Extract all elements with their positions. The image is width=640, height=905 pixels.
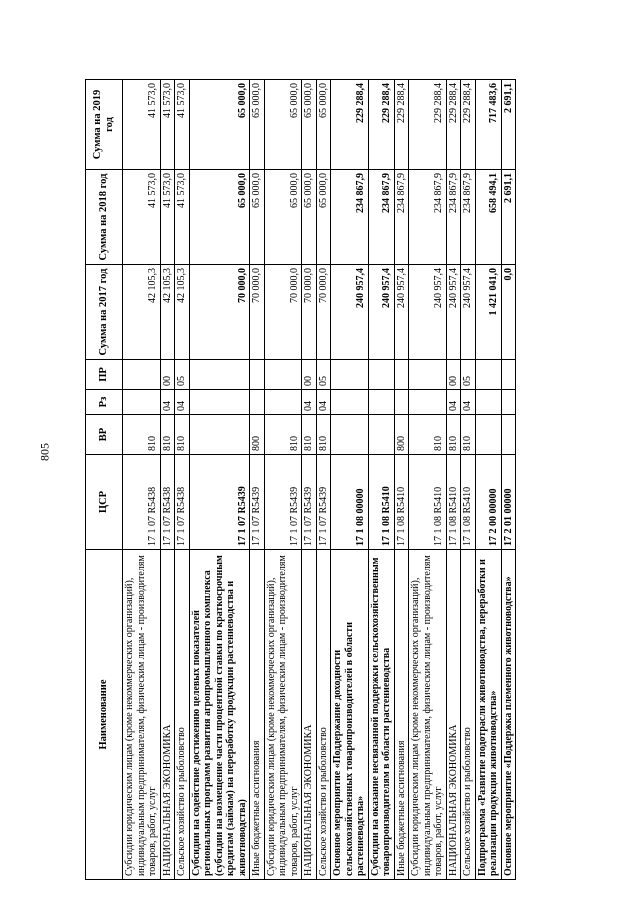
- cell-pr: 05: [461, 360, 476, 390]
- cell-2018: 65 000,0: [264, 170, 302, 265]
- cell-vr: 810: [446, 415, 461, 455]
- table-row: [368, 80, 394, 880]
- cell-name: Субсидии юридическим лицам (кроме некоммерческих организаций), индивидуальным предпринимателям, физическим лицам - производителям товаров, работ, услуг: [123, 550, 161, 880]
- cell-2019: 229 288,4: [461, 80, 476, 170]
- cell-rz: [123, 390, 161, 415]
- cell-pr: [475, 360, 501, 390]
- table-row: [250, 80, 265, 880]
- cell-name: НАЦИОНАЛЬНАЯ ЭКОНОМИКА: [160, 550, 175, 880]
- cell-2019: 65 000,0: [189, 80, 250, 170]
- cell-name: Субсидии на оказание несвязанной поддержки сельскохозяйственным товаропроизводителям в области растениеводства: [368, 550, 394, 880]
- cell-2017: 70 000,0: [250, 265, 265, 360]
- cell-pr: [189, 360, 250, 390]
- cell-pr: [264, 360, 302, 390]
- cell-rz: 04: [461, 390, 476, 415]
- cell-name: Сельское хозяйство и рыболовство: [461, 550, 476, 880]
- table-row: [461, 80, 476, 880]
- cell-2018: 234 867,9: [331, 170, 369, 265]
- cell-pr: [368, 360, 394, 390]
- cell-rz: [475, 390, 501, 415]
- cell-2017: 70 000,0: [302, 265, 317, 360]
- cell-csr: 17 1 08 00000: [331, 455, 369, 550]
- cell-vr: 810: [302, 415, 317, 455]
- table-header-row: [86, 80, 123, 880]
- header-2019: Сумма на 2019 год: [86, 80, 123, 170]
- cell-2017: 240 957,4: [446, 265, 461, 360]
- cell-vr: [189, 415, 250, 455]
- cell-csr: 17 1 08 R5410: [368, 455, 394, 550]
- table-row: [394, 80, 409, 880]
- cell-2018: 65 000,0: [189, 170, 250, 265]
- cell-2018: 234 867,9: [394, 170, 409, 265]
- cell-csr: 17 1 07 R5439: [264, 455, 302, 550]
- cell-2018: 65 000,0: [316, 170, 331, 265]
- table-row: [475, 80, 501, 880]
- table-row: [331, 80, 369, 880]
- cell-2017: 240 957,4: [461, 265, 476, 360]
- cell-2018: 234 867,9: [461, 170, 476, 265]
- header-pr: ПР: [86, 360, 123, 390]
- cell-csr: 17 1 08 R5410: [394, 455, 409, 550]
- cell-rz: [368, 390, 394, 415]
- cell-csr: 17 1 07 R5439: [316, 455, 331, 550]
- cell-csr: 17 1 07 R5438: [123, 455, 161, 550]
- cell-2017: 70 000,0: [189, 265, 250, 360]
- cell-pr: [123, 360, 161, 390]
- table-row: [175, 80, 190, 880]
- cell-name: Сельское хозяйство и рыболовство: [316, 550, 331, 880]
- cell-rz: [250, 390, 265, 415]
- table-row: [446, 80, 461, 880]
- cell-2019: 229 288,4: [409, 80, 447, 170]
- rotated-page-content: [85, 80, 605, 880]
- cell-2017: 42 105,3: [160, 265, 175, 360]
- cell-vr: 800: [394, 415, 409, 455]
- header-rz: Рз: [86, 390, 123, 415]
- cell-vr: 810: [461, 415, 476, 455]
- cell-pr: 00: [446, 360, 461, 390]
- cell-vr: 810: [160, 415, 175, 455]
- cell-2018: 658 494,1: [475, 170, 501, 265]
- cell-2017: 240 957,4: [409, 265, 447, 360]
- cell-pr: 00: [302, 360, 317, 390]
- cell-name: Субсидии на содействие достижению целевых показателей региональных программ развития агропромышленного комплекса (субсидии на возмещение части процентной ставки по краткосрочным кредитам (займам) на переработку продукции растениеводства и животноводства): [189, 550, 250, 880]
- cell-name: Основное мероприятие «Поддержка племенного животноводства»: [501, 550, 516, 880]
- header-2017: Сумма на 2017 год: [86, 265, 123, 360]
- cell-vr: 810: [175, 415, 190, 455]
- cell-name: Субсидии юридическим лицам (кроме некоммерческих организаций), индивидуальным предпринимателям, физическим лицам - производителям товаров, работ, услуг: [264, 550, 302, 880]
- cell-pr: [394, 360, 409, 390]
- cell-rz: 04: [316, 390, 331, 415]
- cell-2019: 229 288,4: [446, 80, 461, 170]
- cell-pr: [409, 360, 447, 390]
- cell-2018: 234 867,9: [446, 170, 461, 265]
- cell-pr: 00: [160, 360, 175, 390]
- cell-2019: 65 000,0: [316, 80, 331, 170]
- header-name: Наименование: [86, 550, 123, 880]
- cell-csr: 17 1 07 R5439: [302, 455, 317, 550]
- cell-2019: 41 573,0: [175, 80, 190, 170]
- cell-vr: 810: [264, 415, 302, 455]
- table-row: [316, 80, 331, 880]
- cell-csr: 17 1 07 R5439: [250, 455, 265, 550]
- cell-csr: 17 2 00 00000: [475, 455, 501, 550]
- cell-rz: 04: [302, 390, 317, 415]
- table-row: [302, 80, 317, 880]
- cell-name: Иные бюджетные ассигнования: [250, 550, 265, 880]
- cell-vr: 810: [123, 415, 161, 455]
- page-number: 805: [37, 443, 52, 461]
- cell-pr: 05: [316, 360, 331, 390]
- cell-rz: 04: [446, 390, 461, 415]
- cell-2018: 234 867,9: [368, 170, 394, 265]
- cell-2019: 65 000,0: [264, 80, 302, 170]
- cell-name: Подпрограмма «Развитие подотрасли животноводства, переработки и реализации продукции животноводства»: [475, 550, 501, 880]
- cell-pr: [331, 360, 369, 390]
- cell-2018: 65 000,0: [302, 170, 317, 265]
- cell-csr: 17 1 07 R5438: [175, 455, 190, 550]
- table-row: [189, 80, 250, 880]
- cell-2017: 42 105,3: [123, 265, 161, 360]
- cell-2018: 41 573,0: [123, 170, 161, 265]
- cell-vr: [368, 415, 394, 455]
- cell-2017: 0,0: [501, 265, 516, 360]
- cell-2019: 2 691,1: [501, 80, 516, 170]
- cell-vr: [331, 415, 369, 455]
- cell-2018: 41 573,0: [160, 170, 175, 265]
- cell-pr: [250, 360, 265, 390]
- cell-2019: 229 288,4: [368, 80, 394, 170]
- cell-pr: 05: [175, 360, 190, 390]
- cell-2017: 70 000,0: [264, 265, 302, 360]
- cell-name: НАЦИОНАЛЬНАЯ ЭКОНОМИКА: [302, 550, 317, 880]
- cell-2019: 65 000,0: [302, 80, 317, 170]
- cell-vr: [501, 415, 516, 455]
- cell-2017: 240 957,4: [331, 265, 369, 360]
- cell-2019: 717 483,6: [475, 80, 501, 170]
- cell-csr: 17 1 07 R5438: [160, 455, 175, 550]
- cell-csr: 17 1 08 R5410: [446, 455, 461, 550]
- cell-name: Сельское хозяйство и рыболовство: [175, 550, 190, 880]
- cell-rz: [501, 390, 516, 415]
- cell-csr: 17 1 08 R5410: [461, 455, 476, 550]
- cell-rz: [189, 390, 250, 415]
- cell-vr: 810: [316, 415, 331, 455]
- cell-2019: 229 288,4: [394, 80, 409, 170]
- cell-name: Основное мероприятие «Поддержание доходности сельскохозяйственных товаропроизводителей в области растениеводства»: [331, 550, 369, 880]
- cell-name: НАЦИОНАЛЬНАЯ ЭКОНОМИКА: [446, 550, 461, 880]
- table-row: [123, 80, 161, 880]
- cell-rz: [264, 390, 302, 415]
- table-row: [501, 80, 516, 880]
- cell-2018: 2 691,1: [501, 170, 516, 265]
- cell-2017: 42 105,3: [175, 265, 190, 360]
- cell-2018: 234 867,9: [409, 170, 447, 265]
- cell-2017: 1 421 041,0: [475, 265, 501, 360]
- header-vr: ВР: [86, 415, 123, 455]
- cell-2019: 41 573,0: [160, 80, 175, 170]
- cell-rz: [409, 390, 447, 415]
- table-row: [264, 80, 302, 880]
- cell-pr: [501, 360, 516, 390]
- cell-2019: 229 288,4: [331, 80, 369, 170]
- cell-rz: [331, 390, 369, 415]
- cell-name: Субсидии юридическим лицам (кроме некоммерческих организаций), индивидуальным предпринимателям, физическим лицам - производителям товаров, работ, услуг: [409, 550, 447, 880]
- cell-2017: 240 957,4: [368, 265, 394, 360]
- cell-name: Иные бюджетные ассигнования: [394, 550, 409, 880]
- cell-vr: 800: [250, 415, 265, 455]
- cell-rz: 04: [175, 390, 190, 415]
- table-body: [123, 80, 516, 880]
- cell-2017: 240 957,4: [394, 265, 409, 360]
- cell-rz: [394, 390, 409, 415]
- cell-csr: 17 1 08 R5410: [409, 455, 447, 550]
- cell-vr: 810: [409, 415, 447, 455]
- cell-2018: 41 573,0: [175, 170, 190, 265]
- cell-rz: 04: [160, 390, 175, 415]
- cell-vr: [475, 415, 501, 455]
- cell-csr: 17 1 07 R5439: [189, 455, 250, 550]
- cell-csr: 17 2 01 00000: [501, 455, 516, 550]
- cell-2017: 70 000,0: [316, 265, 331, 360]
- budget-table: [85, 79, 516, 880]
- cell-2019: 65 000,0: [250, 80, 265, 170]
- header-2018: Сумма на 2018 год: [86, 170, 123, 265]
- table-row: [409, 80, 447, 880]
- header-csr: ЦСР: [86, 455, 123, 550]
- table-row: [160, 80, 175, 880]
- cell-2019: 41 573,0: [123, 80, 161, 170]
- cell-2018: 65 000,0: [250, 170, 265, 265]
